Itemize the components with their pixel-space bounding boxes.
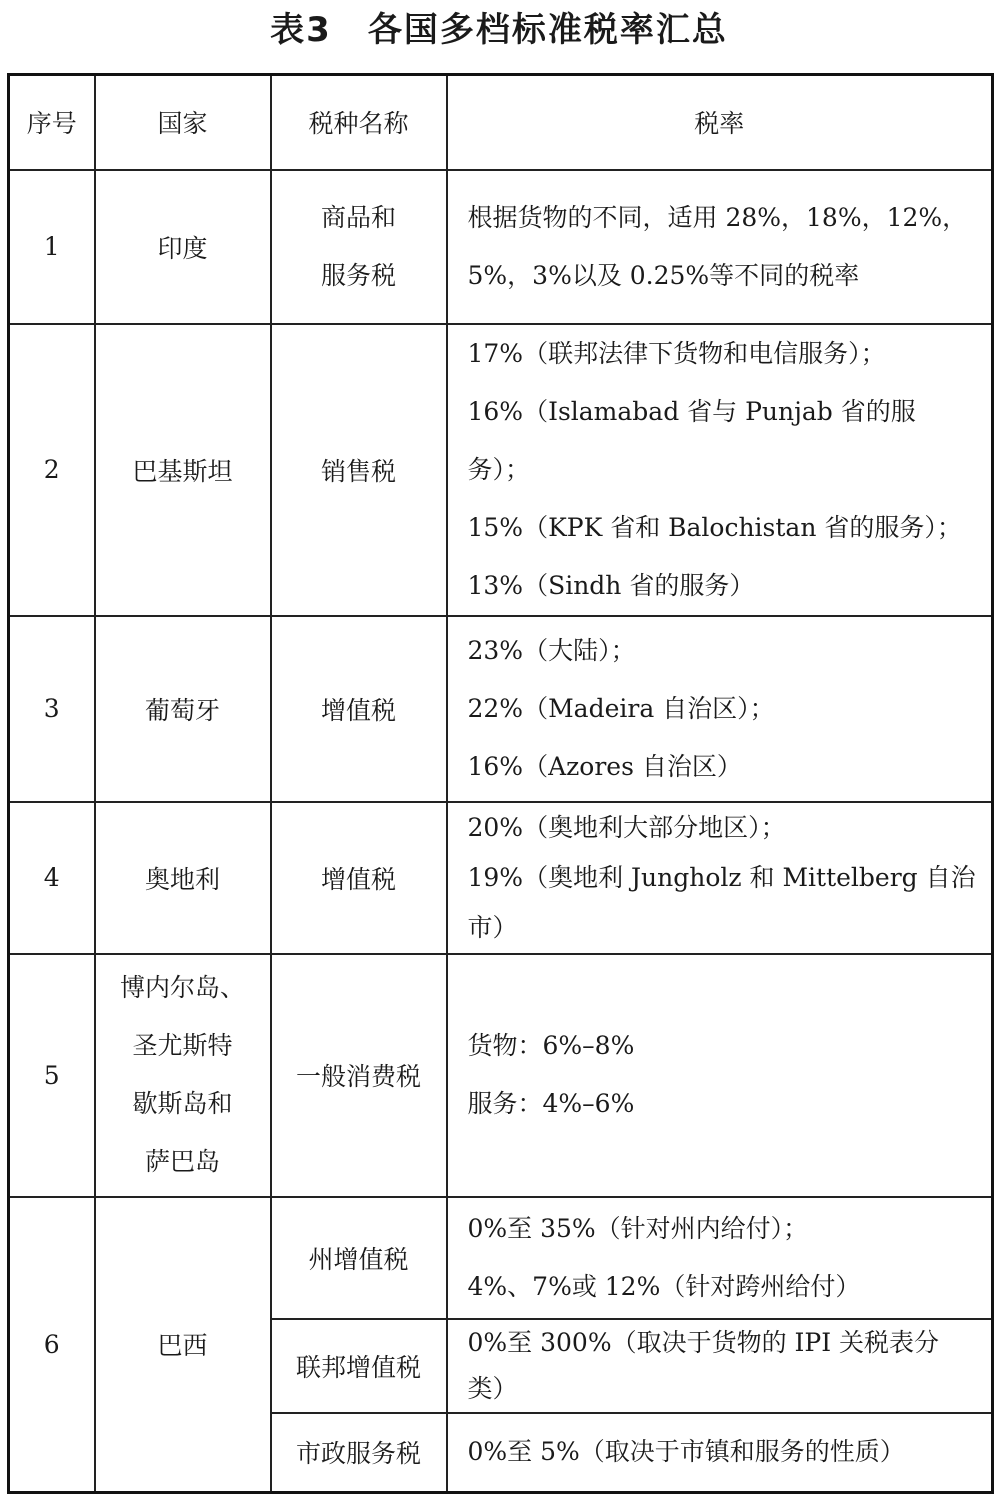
rate-line: 0%至 35%（针对州内给付）； xyxy=(467,1213,809,1243)
rate-line: 0%至 5%（取决于市镇和服务的性质） xyxy=(467,1437,905,1467)
country-line: 歇斯岛和 xyxy=(132,1089,233,1118)
rate-line: 市） xyxy=(467,912,518,942)
rate-line: 5%，3%以及 0.25%等不同的税率 xyxy=(467,260,860,290)
row-no: 6 xyxy=(9,1197,95,1493)
row-country: 奥地利 xyxy=(95,802,271,954)
row-no: 4 xyxy=(9,802,95,954)
row-tax-name: 州增值税 xyxy=(271,1197,447,1319)
row-country xyxy=(95,954,271,1197)
rate-line: 类） xyxy=(467,1373,518,1403)
rate-line: 23%（大陆）； xyxy=(467,635,636,665)
row-no: 5 xyxy=(9,954,95,1197)
row-rate xyxy=(447,1413,993,1493)
rate-line: 16%（Azores 自治区） xyxy=(467,751,742,781)
tax-name-line: 商品和 xyxy=(320,202,396,232)
rate-line: 13%（Sindh 省的服务） xyxy=(467,570,755,600)
row-tax-name: 销售税 xyxy=(271,324,447,616)
row-tax-name: 一般消费税 xyxy=(271,954,447,1197)
tax-name-line: 服务税 xyxy=(320,260,396,290)
row-country: 葡萄牙 xyxy=(95,616,271,802)
tax-rate-table xyxy=(7,73,994,1494)
rate-line: 19%（奥地利 Jungholz 和 Mittelberg 自治 xyxy=(467,862,976,892)
table-title: 表3 各国多档标准税率汇总 xyxy=(270,10,728,50)
header-tax-name: 税种名称 xyxy=(271,75,447,170)
row-country: 巴基斯坦 xyxy=(95,324,271,616)
rate-line: 4%、7%或 12%（针对跨州给付） xyxy=(467,1271,861,1301)
country-line: 圣尤斯特 xyxy=(132,1031,233,1060)
row-rate xyxy=(447,324,993,616)
row-country: 巴西 xyxy=(95,1197,271,1493)
rate-line: 17%（联邦法律下货物和电信服务）； xyxy=(467,338,886,368)
rate-line: 22%（Madeira 自治区）； xyxy=(467,693,775,723)
row-no: 2 xyxy=(9,324,95,616)
row-no: 1 xyxy=(9,170,95,324)
table-row xyxy=(9,1197,993,1319)
row-rate xyxy=(447,170,993,324)
row-rate xyxy=(447,954,993,1197)
row-rate xyxy=(447,1197,993,1319)
rate-line: 服务：4%–6% xyxy=(467,1089,635,1118)
table-row xyxy=(9,170,993,324)
header-rate: 税率 xyxy=(447,75,993,170)
row-country: 印度 xyxy=(95,170,271,324)
row-tax-name xyxy=(271,170,447,324)
rate-line: 16%（Islamabad 省与 Punjab 省的服务）； xyxy=(467,396,916,484)
rate-line: 20%（奥地利大部分地区）； xyxy=(467,812,786,842)
header-no: 序号 xyxy=(9,75,95,170)
row-rate xyxy=(447,616,993,802)
rate-line: 根据货物的不同，适用 28%，18%，12%， xyxy=(467,202,968,232)
row-tax-name: 市政服务税 xyxy=(271,1413,447,1493)
row-no: 3 xyxy=(9,616,95,802)
row-tax-name: 增值税 xyxy=(271,616,447,802)
rate-line: 15%（KPK 省和 Balochistan 省的服务）； xyxy=(467,512,962,542)
table-row xyxy=(9,324,993,616)
row-rate xyxy=(447,1319,993,1413)
table-row xyxy=(9,616,993,802)
country-line: 博内尔岛、 xyxy=(119,973,245,1002)
row-tax-name: 增值税 xyxy=(271,802,447,954)
row-rate xyxy=(447,802,993,954)
rate-line: 货物：6%–8% xyxy=(467,1031,635,1060)
table-row xyxy=(9,954,993,1197)
header-country: 国家 xyxy=(95,75,271,170)
country-line: 萨巴岛 xyxy=(144,1147,220,1176)
rate-line: 0%至 300%（取决于货物的 IPI 关税表分 xyxy=(467,1327,940,1357)
row-tax-name: 联邦增值税 xyxy=(271,1319,447,1413)
table-header-row xyxy=(9,75,993,170)
table-row xyxy=(9,802,993,954)
